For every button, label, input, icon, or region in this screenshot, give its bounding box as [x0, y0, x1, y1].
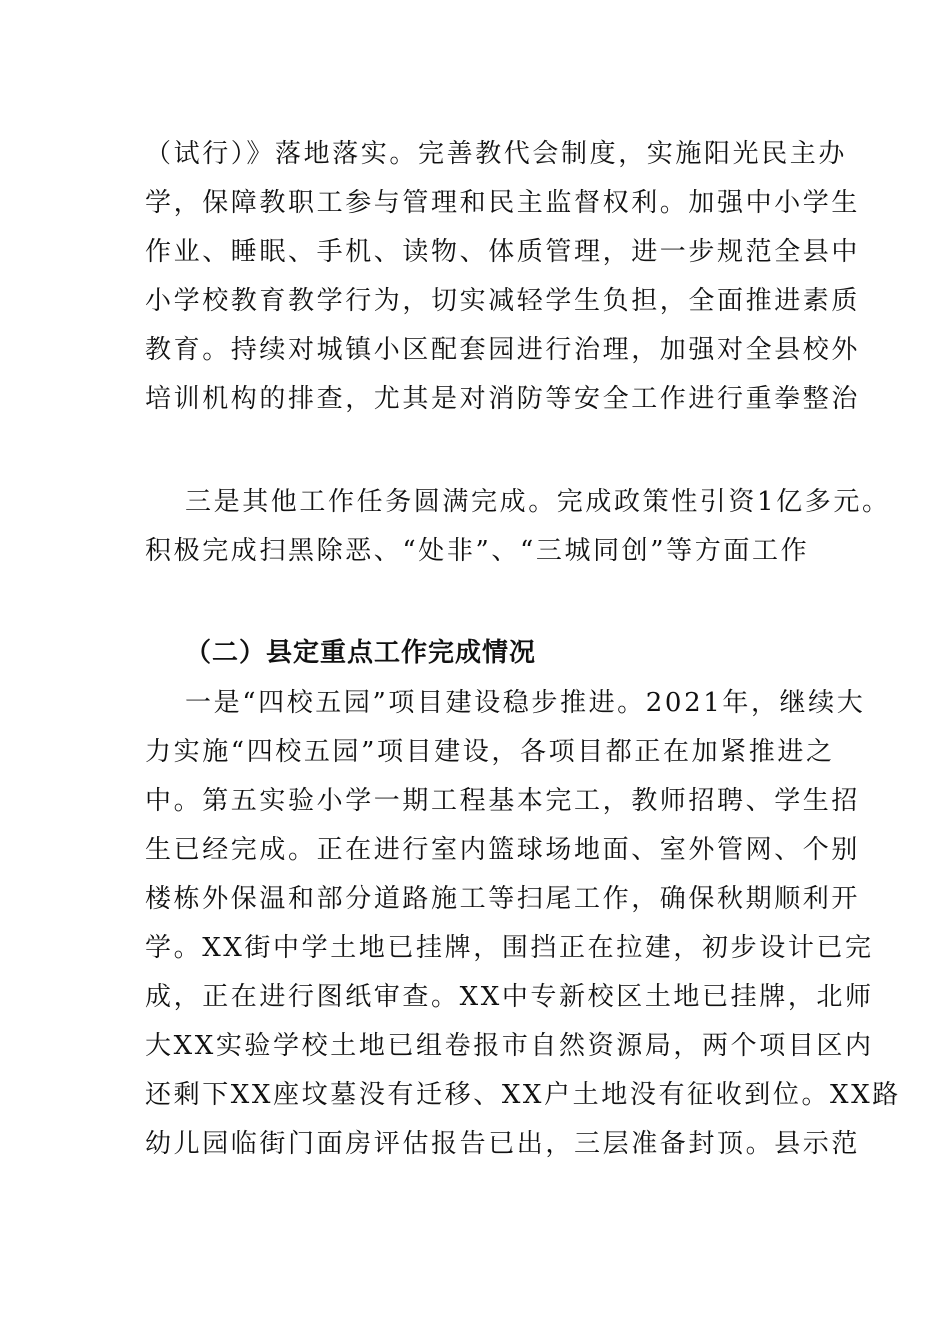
paragraph-line: 大XX实验学校土地已组卷报市自然资源局，两个项目区内: [145, 1031, 874, 1061]
paragraph-line: 力实施“四校五园”项目建设，各项目都正在加紧推进之: [145, 737, 835, 767]
paragraph-line: 学。XX街中学土地已挂牌，围挡正在拉建，初步设计已完: [145, 933, 874, 963]
paragraph-line: （试行）》落地落实。完善教代会制度，实施阳光民主办: [145, 139, 848, 169]
paragraph-line: 培训机构的排查，尤其是对消防等安全工作进行重拳整治: [145, 384, 861, 414]
paragraph-line: 中。第五实验小学一期工程基本完工，教师招聘、学生招: [145, 786, 861, 816]
paragraph-line: 还剩下XX座坟墓没有迁移、XX户土地没有征收到位。XX路: [145, 1080, 901, 1110]
paragraph-line: 教育。持续对城镇小区配套园进行治理，加强对全县校外: [145, 335, 861, 365]
paragraph-line: 小学校教育教学行为，切实减轻学生负担，全面推进素质: [145, 286, 861, 316]
paragraph-line: 生已经完成。正在进行室内篮球场地面、室外管网、个别: [145, 835, 861, 865]
section-heading: （二）县定重点工作完成情况: [185, 638, 537, 668]
paragraph-line: 幼儿园临街门面房评估报告已出，三层准备封顶。县示范: [145, 1129, 861, 1159]
paragraph-line: 学，保障教职工参与管理和民主监督权利。加强中小学生: [145, 188, 861, 218]
paragraph-line: 成，正在进行图纸审查。XX中专新校区土地已挂牌，北师: [145, 982, 874, 1012]
paragraph-line: 楼栋外保温和部分道路施工等扫尾工作，确保秋期顺利开: [145, 884, 861, 914]
paragraph-line: 一是“四校五园”项目建设稳步推进。2021年，继续大: [185, 688, 866, 718]
paragraph-line: 三是其他工作任务圆满完成。完成政策性引资1亿多元。: [185, 487, 891, 517]
paragraph-line: 作业、睡眠、手机、读物、体质管理，进一步规范全县中: [145, 237, 861, 267]
paragraph-line: 积极完成扫黑除恶、“处非”、“三城同创”等方面工作: [145, 536, 810, 566]
